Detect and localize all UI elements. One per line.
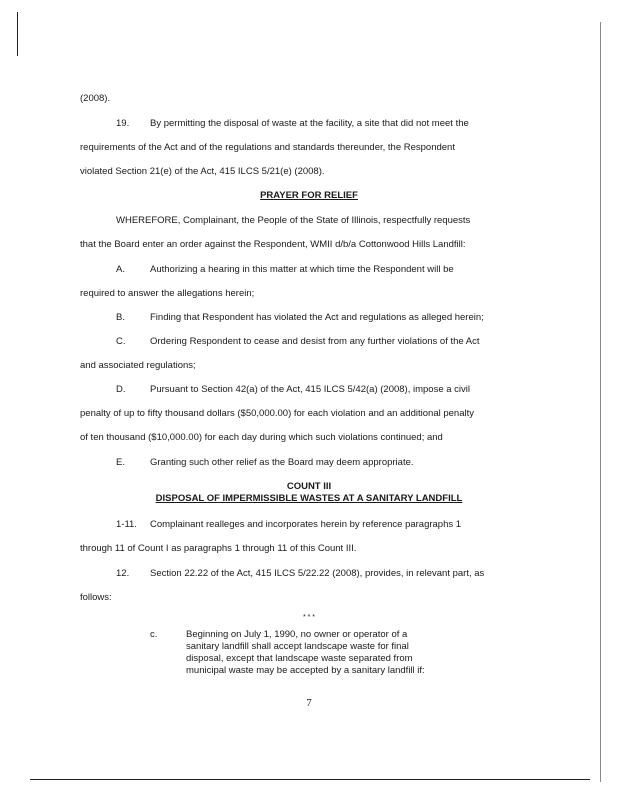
- item-c-line2: and associated regulations;: [80, 360, 196, 371]
- item-a-line1: Authorizing a hearing in this matter at which time the Respondent will be: [150, 264, 454, 275]
- item-d-line2: penalty of up to fifty thousand dollars ($50,000.00) for each violation and an additional penalty: [80, 408, 474, 419]
- ellipsis-separator: * * *: [302, 614, 316, 621]
- prayer-heading: PRAYER FOR RELIEF: [260, 190, 358, 201]
- para19-number: 19.: [116, 118, 130, 129]
- top-fragment: (2008).: [80, 93, 111, 104]
- para19-line1: By permitting the disposal of waste at the facility, a site that did not meet the: [150, 118, 469, 129]
- para12-number: 12.: [116, 568, 130, 579]
- para1-11-number: 1-11.: [116, 519, 137, 530]
- para19-line3: violated Section 21(e) of the Act, 415 ILCS 5/21(e) (2008).: [80, 166, 325, 177]
- quote-line4: municipal waste may be accepted by a sanitary landfill if:: [186, 665, 425, 676]
- item-e-line1: Granting such other relief as the Board may deem appropriate.: [150, 457, 414, 468]
- page-number: 7: [306, 697, 312, 709]
- item-d-line3: of ten thousand ($10,000.00) for each day during which such violations continued; and: [80, 432, 443, 443]
- right-border-line: [600, 22, 601, 782]
- count-title: DISPOSAL OF IMPERMISSIBLE WASTES AT A SANITARY LANDFILL: [155, 493, 463, 504]
- item-b-line1: Finding that Respondent has violated the Act and regulations as alleged herein;: [150, 312, 484, 323]
- left-border-line: [17, 12, 18, 56]
- para1-11-line2: through 11 of Count I as paragraphs 1 through 11 of this Count III.: [80, 543, 357, 554]
- item-e-letter: E.: [116, 457, 125, 468]
- item-c-line1: Ordering Respondent to cease and desist from any further violations of the Act: [150, 336, 480, 347]
- para1-11-line1: Complainant realleges and incorporates herein by reference paragraphs 1: [150, 519, 462, 530]
- bottom-border-line: [30, 779, 590, 780]
- item-a-letter: A.: [116, 264, 125, 275]
- count-heading: COUNT III: [286, 481, 332, 492]
- quote-line1: Beginning on July 1, 1990, no owner or operator of a: [186, 629, 408, 640]
- wherefore-line1: WHEREFORE, Complainant, the People of the State of Illinois, respectfully requests: [116, 215, 471, 226]
- quote-line3: disposal, except that landscape waste separated from: [186, 653, 413, 664]
- para19-line2: requirements of the Act and of the regulations and standards thereunder, the Respondent: [80, 142, 455, 153]
- item-d-line1: Pursuant to Section 42(a) of the Act, 415 ILCS 5/42(a) (2008), impose a civil: [150, 384, 471, 395]
- item-c-letter: C.: [116, 336, 126, 347]
- quote-line2: sanitary landfill shall accept landscape waste for final: [186, 641, 409, 652]
- wherefore-line2: that the Board enter an order against the Respondent, WMII d/b/a Cottonwood Hills Landfill:: [80, 239, 466, 250]
- para12-line1: Section 22.22 of the Act, 415 ILCS 5/22.22 (2008), provides, in relevant part, as: [150, 568, 485, 579]
- item-d-letter: D.: [116, 384, 126, 395]
- para12-line2: follows:: [80, 592, 112, 603]
- item-b-letter: B.: [116, 312, 125, 323]
- item-a-line2: required to answer the allegations herein;: [80, 288, 255, 299]
- quote-letter: c.: [150, 629, 158, 640]
